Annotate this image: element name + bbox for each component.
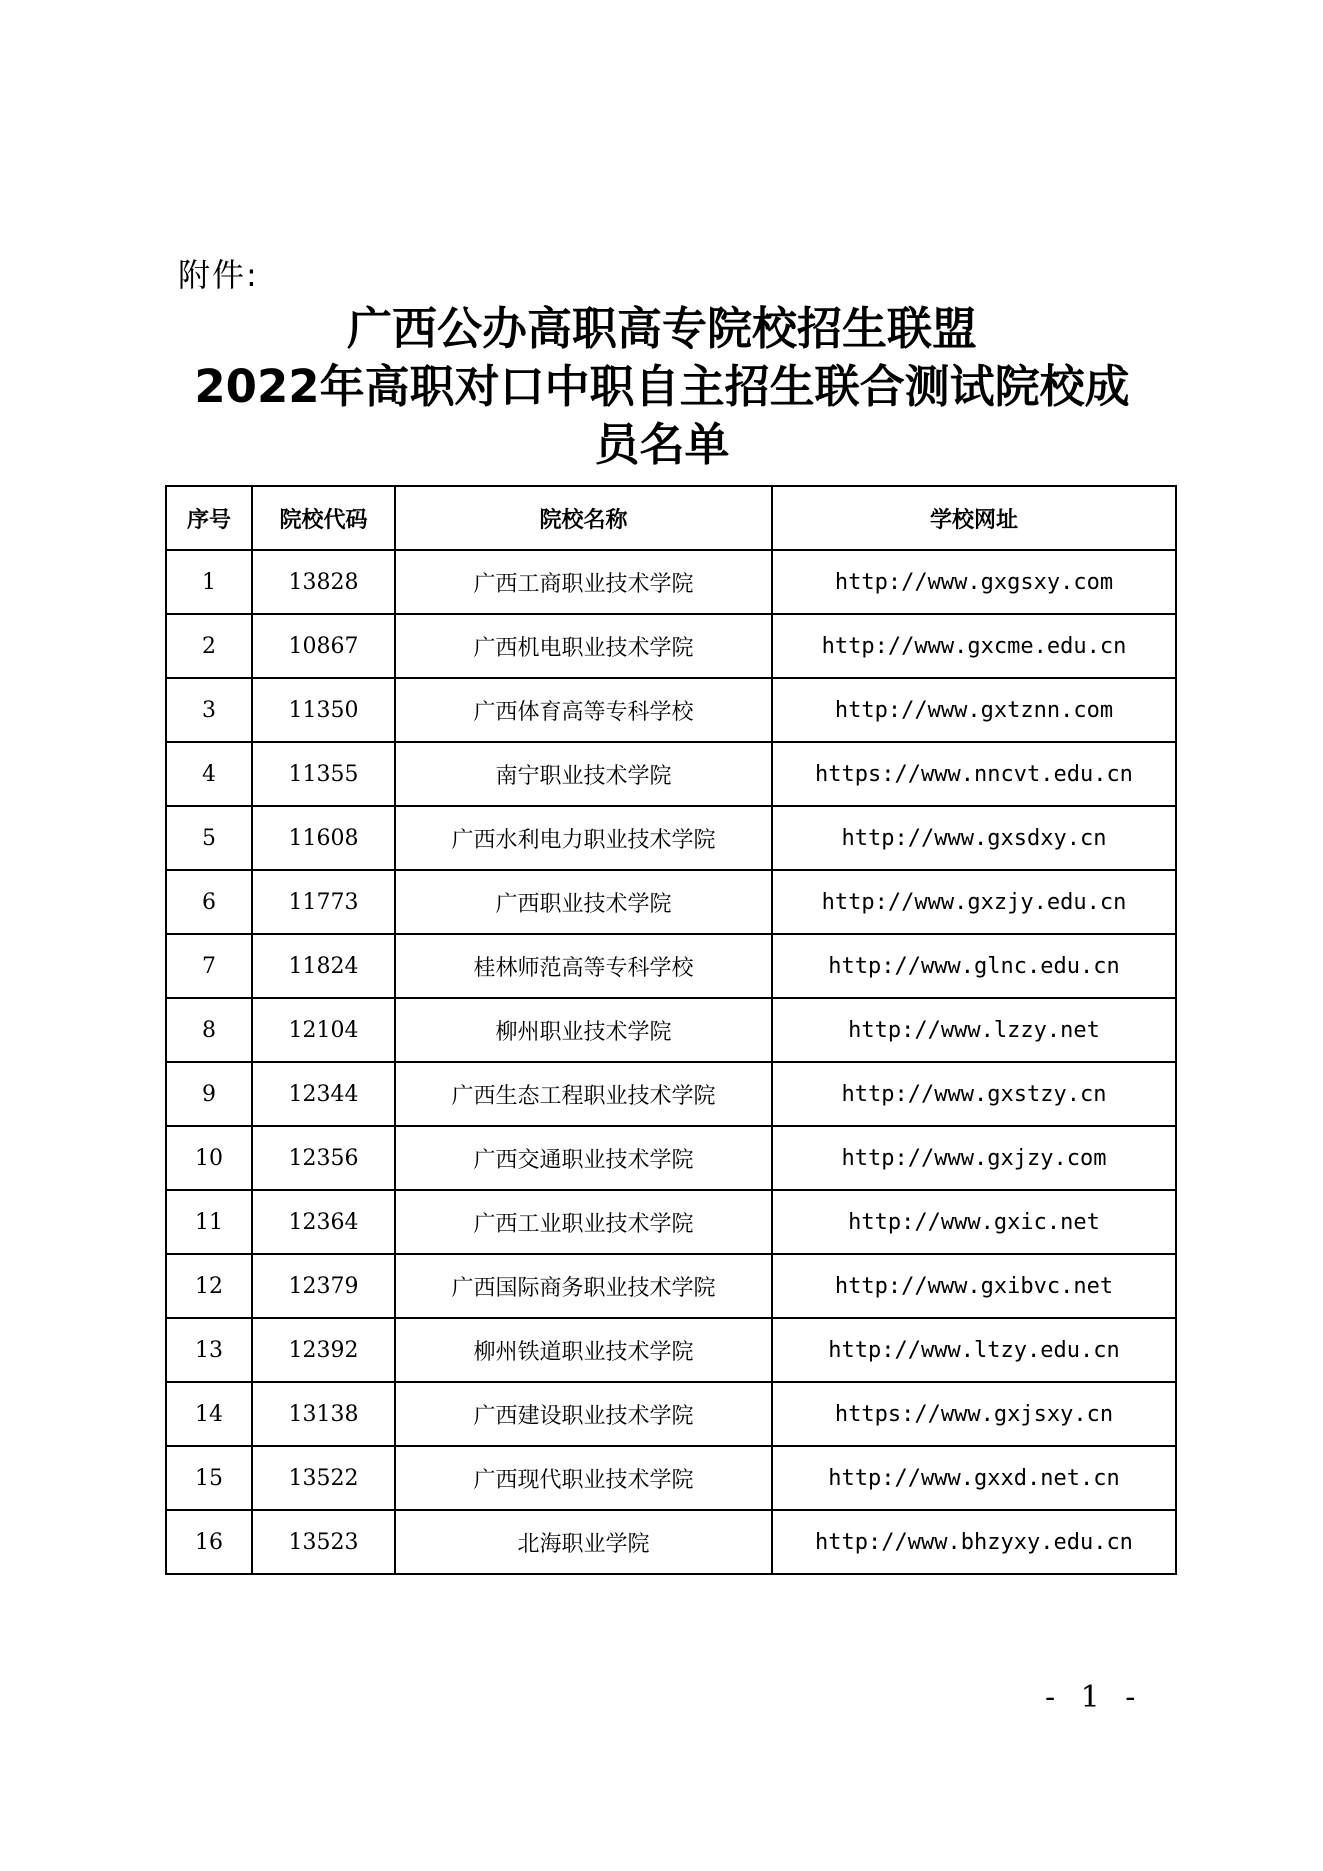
- attachment-label: 附件:: [178, 256, 259, 294]
- member-table: [165, 485, 1177, 1575]
- title-line-2: 2022年高职对口中职自主招生联合测试院校成: [194, 360, 1130, 413]
- cell-index: 8: [166, 998, 252, 1062]
- table-row: [166, 678, 1176, 742]
- cell-url: http://www.gxstzy.cn: [772, 1062, 1176, 1126]
- cell-index: 13: [166, 1318, 252, 1382]
- cell-code: 11355: [252, 742, 395, 806]
- cell-code: 12392: [252, 1318, 395, 1382]
- cell-name: 柳州职业技术学院: [395, 998, 772, 1062]
- cell-url: http://www.gxjzy.com: [772, 1126, 1176, 1190]
- cell-index: 4: [166, 742, 252, 806]
- cell-index: 12: [166, 1254, 252, 1318]
- cell-url: http://www.gxtznn.com: [772, 678, 1176, 742]
- cell-name: 广西体育高等专科学校: [395, 678, 772, 742]
- title-line-1: 广西公办高职高专院校招生联盟: [346, 302, 977, 355]
- table-body: [166, 550, 1176, 1574]
- cell-name: 广西国际商务职业技术学院: [395, 1254, 772, 1318]
- table-row: [166, 1062, 1176, 1126]
- table-row: [166, 614, 1176, 678]
- cell-url: http://www.gxibvc.net: [772, 1254, 1176, 1318]
- cell-code: 13828: [252, 550, 395, 614]
- table-row: [166, 1190, 1176, 1254]
- cell-name: 广西职业技术学院: [395, 870, 772, 934]
- cell-index: 11: [166, 1190, 252, 1254]
- cell-url: http://www.gxxd.net.cn: [772, 1446, 1176, 1510]
- document-title: [150, 300, 1174, 474]
- page-number: - 1 -: [1045, 1680, 1144, 1715]
- cell-name: 柳州铁道职业技术学院: [395, 1318, 772, 1382]
- cell-index: 7: [166, 934, 252, 998]
- cell-url: http://www.gxzjy.edu.cn: [772, 870, 1176, 934]
- cell-code: 13522: [252, 1446, 395, 1510]
- cell-url: http://www.glnc.edu.cn: [772, 934, 1176, 998]
- cell-name: 广西现代职业技术学院: [395, 1446, 772, 1510]
- cell-url: http://www.gxsdxy.cn: [772, 806, 1176, 870]
- table-row: [166, 550, 1176, 614]
- cell-url: http://www.gxic.net: [772, 1190, 1176, 1254]
- cell-code: 12104: [252, 998, 395, 1062]
- cell-url: https://www.gxjsxy.cn: [772, 1382, 1176, 1446]
- cell-index: 1: [166, 550, 252, 614]
- title-line-3: 员名单: [594, 418, 730, 471]
- table-row: [166, 1126, 1176, 1190]
- cell-name: 广西建设职业技术学院: [395, 1382, 772, 1446]
- cell-name: 北海职业学院: [395, 1510, 772, 1574]
- cell-name: 广西机电职业技术学院: [395, 614, 772, 678]
- cell-index: 9: [166, 1062, 252, 1126]
- table-row: [166, 1254, 1176, 1318]
- cell-name: 广西生态工程职业技术学院: [395, 1062, 772, 1126]
- cell-index: 14: [166, 1382, 252, 1446]
- cell-name: 广西工商职业技术学院: [395, 550, 772, 614]
- cell-code: 13523: [252, 1510, 395, 1574]
- cell-index: 6: [166, 870, 252, 934]
- cell-index: 3: [166, 678, 252, 742]
- table-row: [166, 998, 1176, 1062]
- table-row: [166, 934, 1176, 998]
- cell-code: 12364: [252, 1190, 395, 1254]
- table-row: [166, 1318, 1176, 1382]
- cell-code: 12379: [252, 1254, 395, 1318]
- table-row: [166, 1510, 1176, 1574]
- table-row: [166, 870, 1176, 934]
- table-row: [166, 742, 1176, 806]
- cell-code: 11350: [252, 678, 395, 742]
- cell-index: 5: [166, 806, 252, 870]
- cell-url: http://www.ltzy.edu.cn: [772, 1318, 1176, 1382]
- cell-code: 11773: [252, 870, 395, 934]
- cell-index: 2: [166, 614, 252, 678]
- table-row: [166, 806, 1176, 870]
- cell-name: 广西交通职业技术学院: [395, 1126, 772, 1190]
- cell-name: 广西水利电力职业技术学院: [395, 806, 772, 870]
- cell-code: 13138: [252, 1382, 395, 1446]
- cell-code: 11608: [252, 806, 395, 870]
- cell-index: 10: [166, 1126, 252, 1190]
- table-row: [166, 1382, 1176, 1446]
- cell-url: https://www.nncvt.edu.cn: [772, 742, 1176, 806]
- cell-index: 16: [166, 1510, 252, 1574]
- header-url: 学校网址: [772, 486, 1176, 550]
- cell-index: 15: [166, 1446, 252, 1510]
- header-name: 院校名称: [395, 486, 772, 550]
- cell-code: 12344: [252, 1062, 395, 1126]
- cell-url: http://www.gxcme.edu.cn: [772, 614, 1176, 678]
- cell-url: http://www.bhzyxy.edu.cn: [772, 1510, 1176, 1574]
- header-code: 院校代码: [252, 486, 395, 550]
- cell-url: http://www.lzzy.net: [772, 998, 1176, 1062]
- cell-url: http://www.gxgsxy.com: [772, 550, 1176, 614]
- cell-name: 桂林师范高等专科学校: [395, 934, 772, 998]
- cell-code: 11824: [252, 934, 395, 998]
- table-row: [166, 1446, 1176, 1510]
- cell-name: 广西工业职业技术学院: [395, 1190, 772, 1254]
- header-index: 序号: [166, 486, 252, 550]
- cell-code: 12356: [252, 1126, 395, 1190]
- cell-name: 南宁职业技术学院: [395, 742, 772, 806]
- cell-code: 10867: [252, 614, 395, 678]
- table-header-row: [166, 486, 1176, 550]
